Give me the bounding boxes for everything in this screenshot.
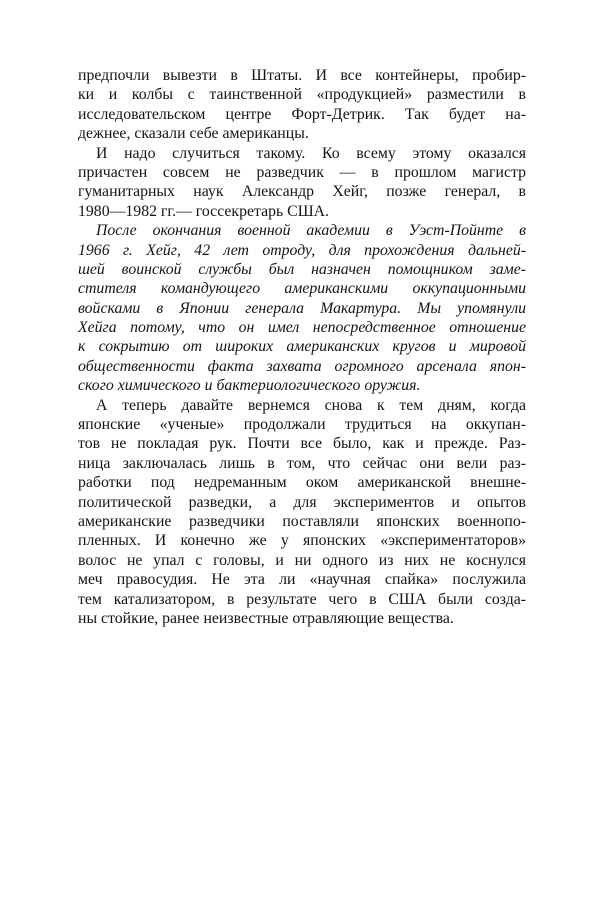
paragraph-3-italic bbox=[78, 221, 526, 396]
text-line: гуманитарных наук Александр Хейг, позже генерал, в bbox=[78, 183, 526, 201]
text-line: предпочли вывезти в Штаты. И все контейнеры, пробир- bbox=[78, 67, 526, 84]
text-line: После окончания военной академии в Уэст-Пойнте в bbox=[96, 222, 526, 240]
text-line: А теперь давайте вернемся снова к тем дням, когда bbox=[96, 396, 526, 414]
text-line: шей воинской службы был назначен помощником заме- bbox=[78, 260, 526, 278]
text-line: пленных. И конечно же у японских «экспериментаторов» bbox=[78, 532, 526, 550]
text-line: тов не покладая рук. Почти все было, как и прежде. Раз- bbox=[78, 435, 526, 453]
text-line: ница заключалась лишь в том, что сейчас они вели раз- bbox=[78, 454, 526, 472]
text-line: 1980—1982 гг.— госсекретарь США. bbox=[78, 202, 329, 220]
text-line: политической разведки, а для экспериментов и опытов bbox=[78, 493, 526, 511]
text-line: японские «ученые» продолжали трудиться на оккупан- bbox=[78, 416, 526, 434]
text-line: исследовательском центре Форт-Детрик. Так будет на- bbox=[78, 105, 526, 123]
paragraph-4 bbox=[78, 396, 526, 629]
paragraph-1 bbox=[78, 66, 526, 144]
text-line: ны стойкие, ранее неизвестные отравляющие вещества. bbox=[78, 609, 454, 627]
text-line: войсками в Японии генерала Макартура. Мы упомянули bbox=[78, 299, 526, 317]
text-line: Хейга потому, что он имел непосредственное отношение bbox=[78, 319, 526, 337]
text-line: стителя командующего американскими оккупационными bbox=[78, 280, 526, 298]
text-line: общественности факта захвата огромного арсенала япон- bbox=[78, 357, 526, 375]
text-line: причастен совсем не разведчик — в прошлом магистр bbox=[78, 163, 526, 181]
paragraph-2 bbox=[78, 144, 526, 222]
text-line: ки и колбы с таинственной «продукцией» разместили в bbox=[78, 86, 526, 104]
text-line: дежнее, сказали себе американцы. bbox=[78, 125, 309, 143]
text-line: меч правосудия. Не эта ли «научная спайка» послужила bbox=[78, 571, 526, 589]
text-line: И надо случиться такому. Ко всему этому оказался bbox=[96, 144, 526, 162]
text-line: волос не упал с головы, и ни одного из них не коснулся bbox=[78, 551, 526, 569]
document-page bbox=[78, 66, 526, 628]
text-line: работки под недреманным оком американской внешне- bbox=[78, 474, 526, 492]
text-line: 1966 г. Хейг, 42 лет отроду, для прохождения дальней- bbox=[78, 241, 526, 259]
text-line: американские разведчики поставляли японских военнопо- bbox=[78, 512, 526, 530]
text-line: ского химического и бактериологического оружия. bbox=[78, 377, 421, 395]
text-line: к сокрытию от широких американских кругов и мировой bbox=[78, 338, 526, 356]
text-line: тем катализатором, в результате чего в США были созда- bbox=[78, 590, 526, 608]
